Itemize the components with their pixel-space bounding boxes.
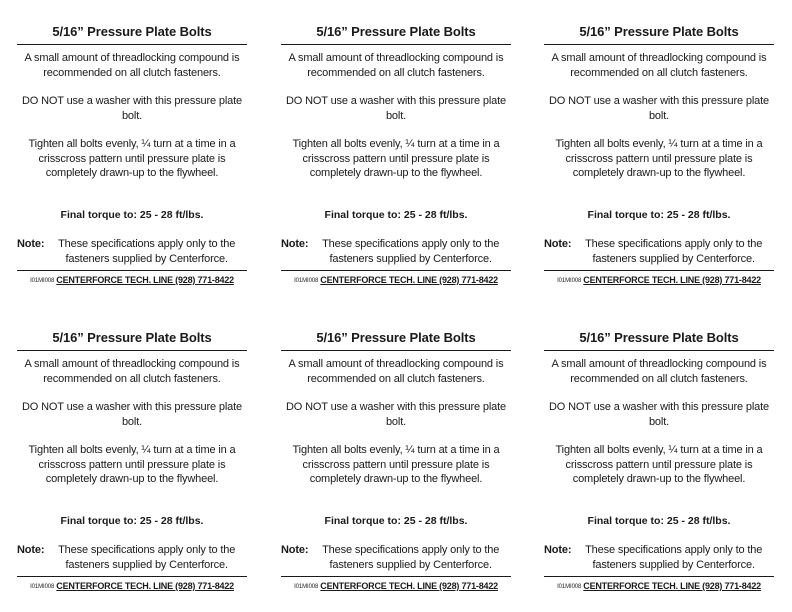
label-card: [544, 0, 774, 290]
torque-spec: Final torque to: 25 - 28 ft/lbs.: [587, 209, 731, 221]
footer: [17, 275, 247, 287]
tech-line: CENTERFORCE TECH. LINE (928) 771-8422: [320, 581, 498, 591]
card-title: 5/16” Pressure Plate Bolts: [316, 24, 476, 39]
note-label: Note:: [281, 544, 309, 556]
title-divider: [544, 44, 774, 45]
footer: [281, 581, 511, 593]
tightening-instruction: Tighten all bolts evenly, ¼ turn at a time in a crisscross pattern until pressure plate is completely drawn-up to the flywheel.: [28, 444, 236, 485]
note-text: These specifications apply only to the fasteners supplied by Centerforce.: [58, 544, 236, 571]
note-text: These specifications apply only to the fasteners supplied by Centerforce.: [322, 238, 500, 265]
note-label: Note:: [281, 238, 309, 250]
tech-line: CENTERFORCE TECH. LINE (928) 771-8422: [56, 275, 234, 285]
torque-spec: Final torque to: 25 - 28 ft/lbs.: [324, 515, 468, 527]
label-card: [17, 0, 247, 290]
torque-spec: Final torque to: 25 - 28 ft/lbs.: [60, 515, 204, 527]
title-divider: [281, 350, 511, 351]
threadlock-instruction: A small amount of threadlocking compound is recommended on all clutch fasteners.: [24, 52, 240, 79]
threadlock-instruction: A small amount of threadlocking compound is recommended on all clutch fasteners.: [24, 358, 240, 385]
card-title: 5/16” Pressure Plate Bolts: [579, 330, 739, 345]
label-card: [281, 0, 511, 290]
tightening-instruction: Tighten all bolts evenly, ¼ turn at a time in a crisscross pattern until pressure plate is completely drawn-up to the flywheel.: [292, 444, 500, 485]
threadlock-instruction: A small amount of threadlocking compound is recommended on all clutch fasteners.: [551, 52, 767, 79]
washer-warning: DO NOT use a washer with this pressure plate bolt.: [285, 95, 506, 122]
footer-divider: [544, 270, 774, 271]
note-block: [544, 543, 774, 572]
footer-divider: [17, 270, 247, 271]
label-card: [544, 306, 774, 596]
torque-spec: Final torque to: 25 - 28 ft/lbs.: [324, 209, 468, 221]
footer: [544, 275, 774, 287]
note-text: These specifications apply only to the fasteners supplied by Centerforce.: [322, 544, 500, 571]
washer-warning: DO NOT use a washer with this pressure plate bolt.: [548, 95, 769, 122]
footer: [281, 275, 511, 287]
part-code: I01MI008: [30, 584, 55, 590]
card-title: 5/16” Pressure Plate Bolts: [52, 330, 212, 345]
part-code: I01MI008: [557, 584, 582, 590]
threadlock-instruction: A small amount of threadlocking compound is recommended on all clutch fasteners.: [551, 358, 767, 385]
washer-warning: DO NOT use a washer with this pressure plate bolt.: [21, 95, 242, 122]
note-label: Note:: [17, 238, 45, 250]
tightening-instruction: Tighten all bolts evenly, ¼ turn at a time in a crisscross pattern until pressure plate is completely drawn-up to the flywheel.: [555, 138, 763, 179]
torque-spec: Final torque to: 25 - 28 ft/lbs.: [60, 209, 204, 221]
note-block: [17, 237, 247, 266]
washer-warning: DO NOT use a washer with this pressure plate bolt.: [548, 401, 769, 428]
tech-line: CENTERFORCE TECH. LINE (928) 771-8422: [583, 581, 761, 591]
torque-spec: Final torque to: 25 - 28 ft/lbs.: [587, 515, 731, 527]
footer-divider: [17, 576, 247, 577]
part-code: I01MI008: [294, 278, 319, 284]
note-text: These specifications apply only to the fasteners supplied by Centerforce.: [585, 238, 763, 265]
card-title: 5/16” Pressure Plate Bolts: [316, 330, 476, 345]
note-block: [281, 543, 511, 572]
label-card: [281, 306, 511, 596]
part-code: I01MI008: [294, 584, 319, 590]
tech-line: CENTERFORCE TECH. LINE (928) 771-8422: [320, 275, 498, 285]
threadlock-instruction: A small amount of threadlocking compound is recommended on all clutch fasteners.: [288, 52, 504, 79]
note-text: These specifications apply only to the fasteners supplied by Centerforce.: [58, 238, 236, 265]
title-divider: [544, 350, 774, 351]
tightening-instruction: Tighten all bolts evenly, ¼ turn at a time in a crisscross pattern until pressure plate is completely drawn-up to the flywheel.: [28, 138, 236, 179]
card-title: 5/16” Pressure Plate Bolts: [52, 24, 212, 39]
title-divider: [17, 44, 247, 45]
note-label: Note:: [17, 544, 45, 556]
label-card: [17, 306, 247, 596]
tech-line: CENTERFORCE TECH. LINE (928) 771-8422: [583, 275, 761, 285]
footer: [17, 581, 247, 593]
part-code: I01MI008: [30, 278, 55, 284]
note-block: [17, 543, 247, 572]
washer-warning: DO NOT use a washer with this pressure plate bolt.: [285, 401, 506, 428]
note-block: [281, 237, 511, 266]
card-title: 5/16” Pressure Plate Bolts: [579, 24, 739, 39]
note-block: [544, 237, 774, 266]
footer-divider: [281, 270, 511, 271]
note-label: Note:: [544, 544, 572, 556]
washer-warning: DO NOT use a washer with this pressure plate bolt.: [21, 401, 242, 428]
tech-line: CENTERFORCE TECH. LINE (928) 771-8422: [56, 581, 234, 591]
tightening-instruction: Tighten all bolts evenly, ¼ turn at a time in a crisscross pattern until pressure plate is completely drawn-up to the flywheel.: [555, 444, 763, 485]
threadlock-instruction: A small amount of threadlocking compound is recommended on all clutch fasteners.: [288, 358, 504, 385]
footer-divider: [281, 576, 511, 577]
footer: [544, 581, 774, 593]
tightening-instruction: Tighten all bolts evenly, ¼ turn at a time in a crisscross pattern until pressure plate is completely drawn-up to the flywheel.: [292, 138, 500, 179]
note-label: Note:: [544, 238, 572, 250]
title-divider: [17, 350, 247, 351]
note-text: These specifications apply only to the fasteners supplied by Centerforce.: [585, 544, 763, 571]
footer-divider: [544, 576, 774, 577]
part-code: I01MI008: [557, 278, 582, 284]
title-divider: [281, 44, 511, 45]
